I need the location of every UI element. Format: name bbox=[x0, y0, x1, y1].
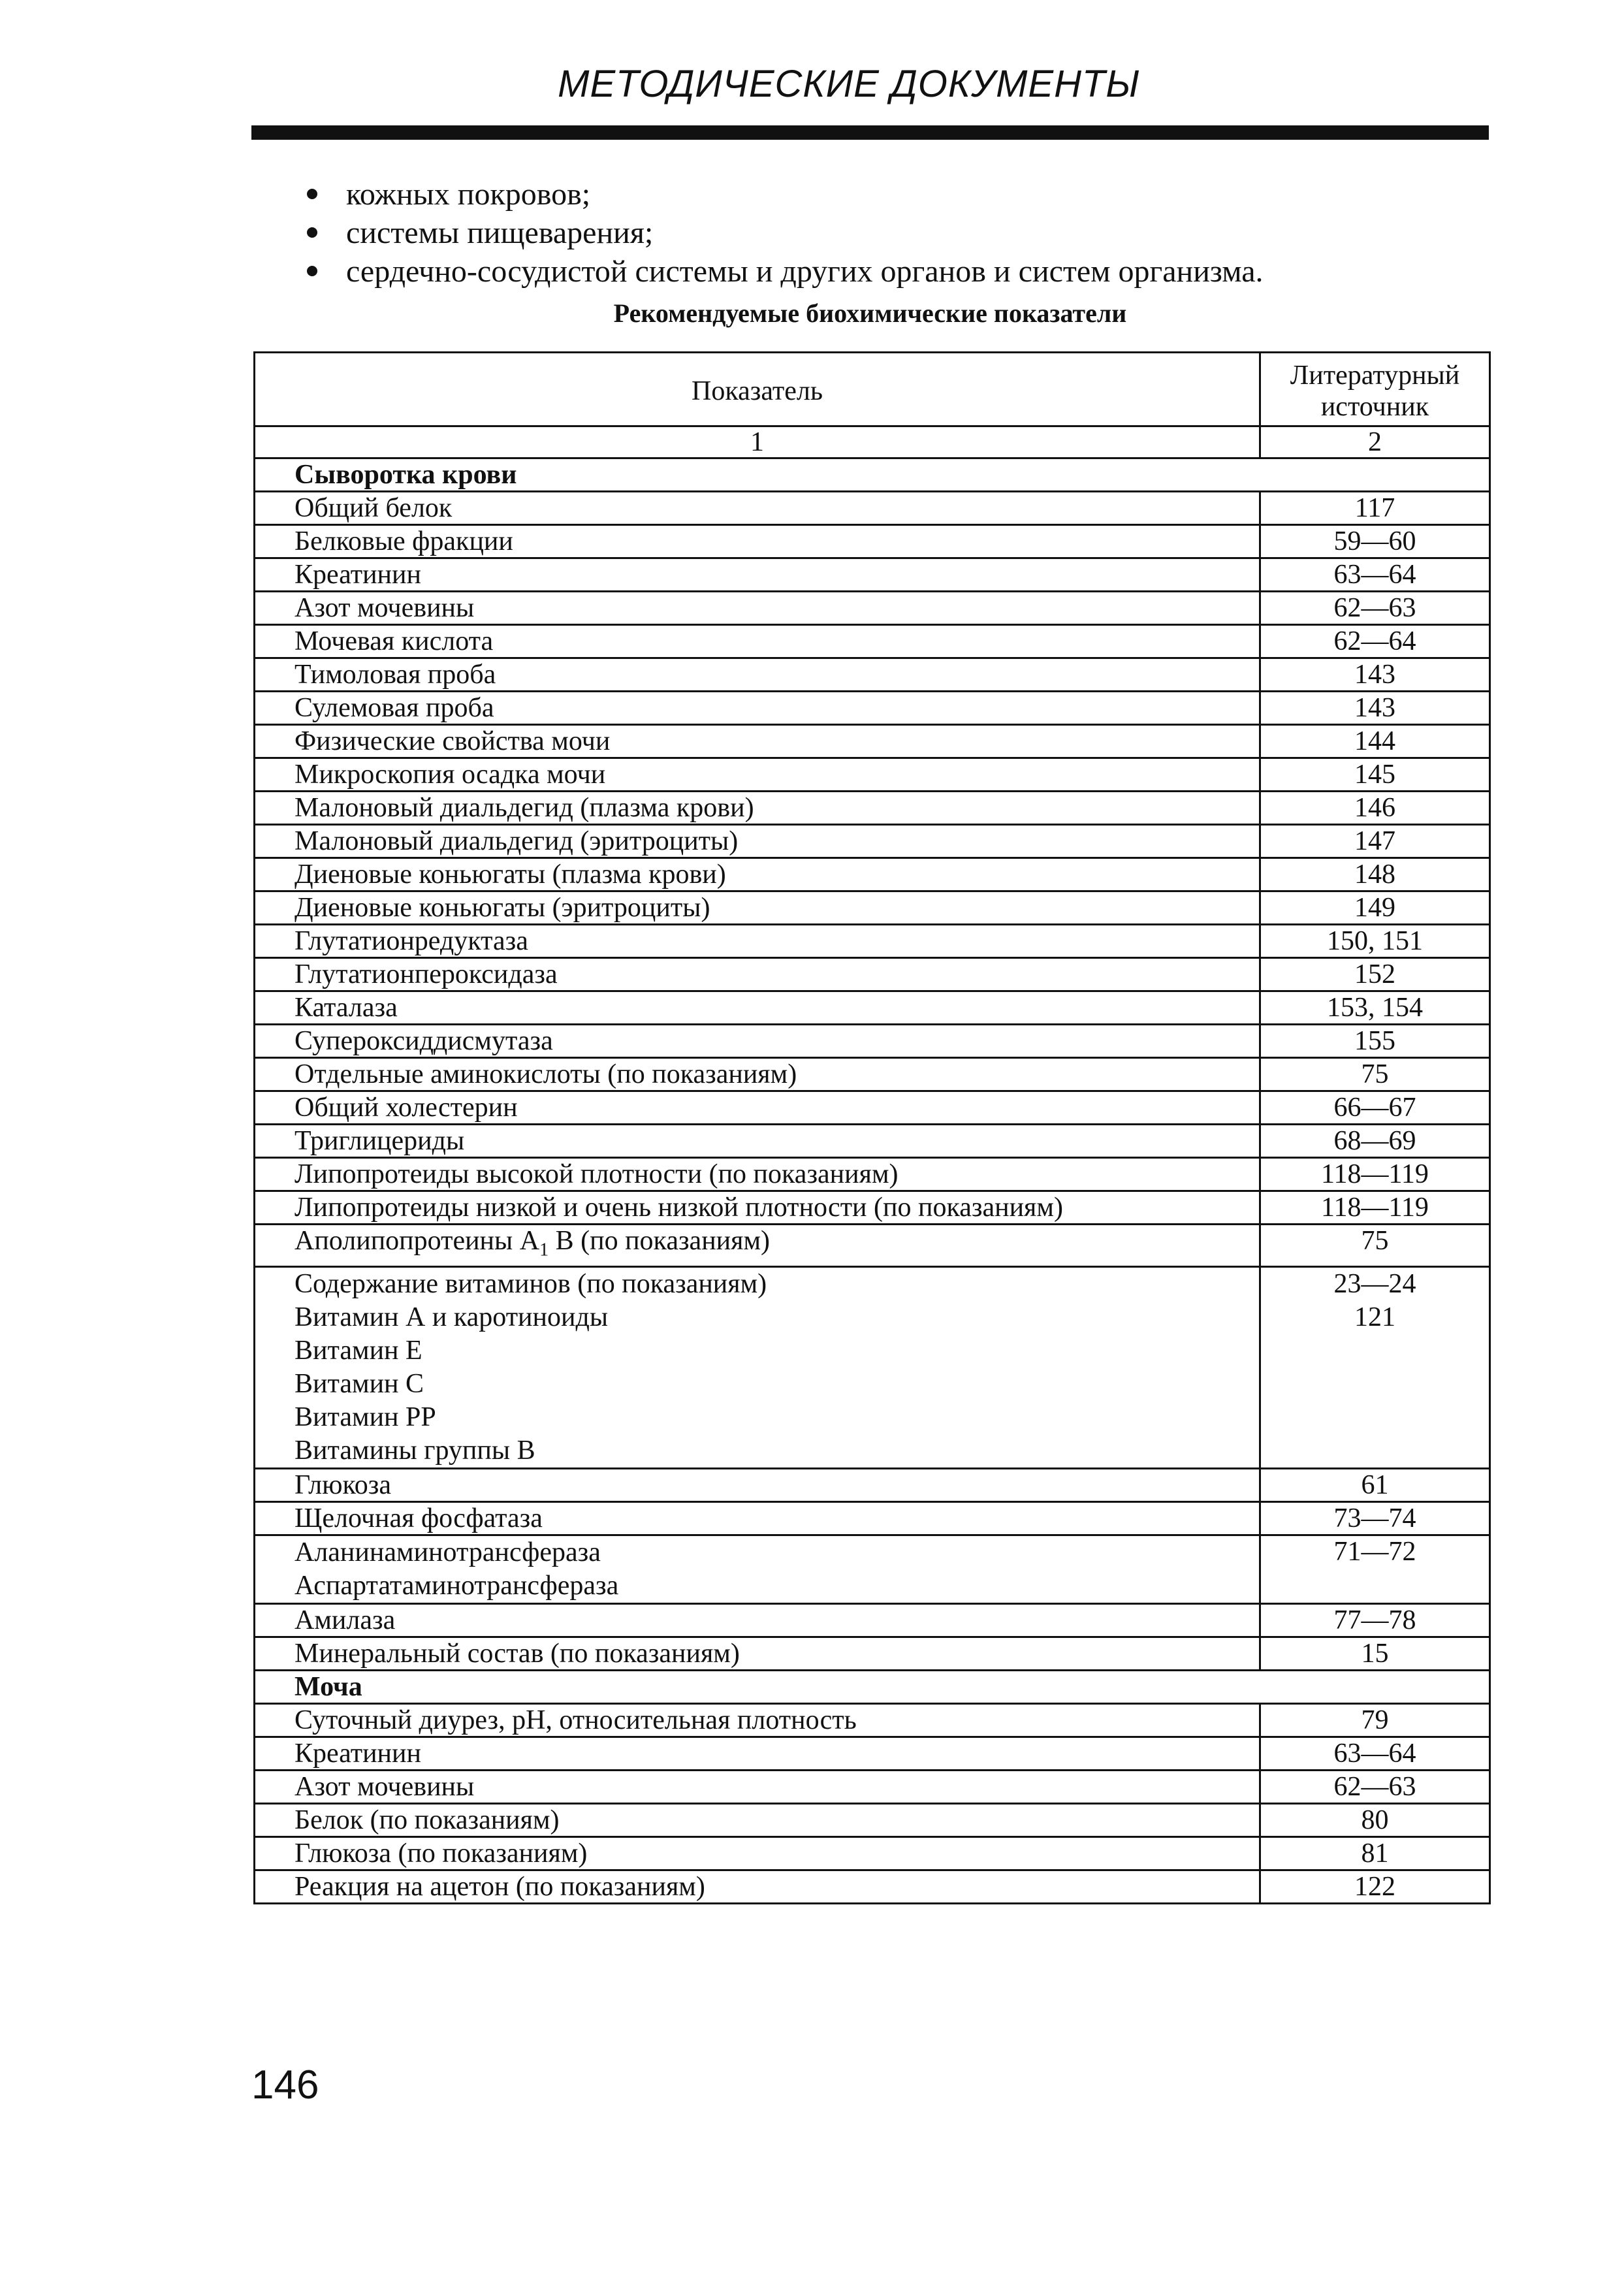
indicator-name-part: B (по показаниям) bbox=[549, 1226, 771, 1256]
transferases-cell bbox=[255, 1535, 1260, 1604]
table-header-row bbox=[255, 353, 1490, 426]
bullet-item: системы пищеварения; bbox=[307, 214, 1264, 252]
table-row bbox=[255, 1737, 1490, 1771]
indicator-name: Креатинин bbox=[255, 1737, 1260, 1771]
source-ref: 152 bbox=[1260, 958, 1490, 991]
source-ref: 73—74 bbox=[1260, 1502, 1490, 1535]
table-row bbox=[255, 825, 1490, 858]
indicator-subscript: 1 bbox=[539, 1240, 549, 1260]
source-ref: 80 bbox=[1260, 1804, 1490, 1837]
source-ref: 147 bbox=[1260, 825, 1490, 858]
source-ref: 118—119 bbox=[1260, 1158, 1490, 1191]
indicator-name: Щелочная фосфатаза bbox=[255, 1502, 1260, 1535]
table-caption: Рекомендуемые биохимические показатели bbox=[613, 298, 1127, 328]
table-row bbox=[255, 1469, 1490, 1502]
table-row bbox=[255, 858, 1490, 891]
bullet-item: кожных покровов; bbox=[307, 175, 1264, 214]
indicator-name: Диеновые коньюгаты (плазма крови) bbox=[255, 858, 1260, 891]
column-number: 1 bbox=[255, 426, 1260, 458]
section-title: Сыворотка крови bbox=[255, 458, 1490, 492]
table-row bbox=[255, 592, 1490, 625]
indicator-name: Малоновый диальдегид (эритроциты) bbox=[255, 825, 1260, 858]
column-number: 2 bbox=[1260, 426, 1490, 458]
source-ref: 122 bbox=[1260, 1870, 1490, 1904]
source-ref: 146 bbox=[1260, 792, 1490, 825]
source-ref: 23—24 bbox=[1333, 1269, 1416, 1300]
table-row bbox=[255, 1704, 1490, 1737]
source-ref: 148 bbox=[1260, 858, 1490, 891]
table-row bbox=[255, 725, 1490, 758]
transferase-line: Аспартатаминотрансфераза bbox=[295, 1571, 619, 1601]
source-ref: 15 bbox=[1260, 1637, 1490, 1671]
table-row-vitamins bbox=[255, 1267, 1490, 1469]
vitamin-line: Витамины группы В bbox=[295, 1435, 535, 1466]
header-rule bbox=[251, 125, 1489, 140]
source-ref: 63—64 bbox=[1260, 1737, 1490, 1771]
indicator-name: Липопротеиды высокой плотности (по показаниям) bbox=[255, 1158, 1260, 1191]
vitamin-line: Витамин РР bbox=[295, 1402, 436, 1433]
table-row bbox=[255, 658, 1490, 692]
page-number: 146 bbox=[251, 2062, 319, 2108]
indicator-name: Малоновый диальдегид (плазма крови) bbox=[255, 792, 1260, 825]
indicator-name: Супероксиддисмутаза bbox=[255, 1025, 1260, 1058]
vitamin-line: Содержание витаминов (по показаниям) bbox=[295, 1269, 767, 1300]
table-row bbox=[255, 1837, 1490, 1870]
source-ref: 71—72 bbox=[1260, 1535, 1490, 1604]
source-ref: 75 bbox=[1260, 1225, 1490, 1267]
source-ref: 62—64 bbox=[1260, 625, 1490, 658]
indicator-name: Реакция на ацетон (по показаниям) bbox=[255, 1870, 1260, 1904]
section-row-serum bbox=[255, 458, 1490, 492]
source-ref: 79 bbox=[1260, 1704, 1490, 1737]
source-ref: 143 bbox=[1260, 658, 1490, 692]
table-row bbox=[255, 991, 1490, 1025]
indicator-name: Триглицериды bbox=[255, 1125, 1260, 1158]
indicator-name: Суточный диурез, рН, относительная плотность bbox=[255, 1704, 1260, 1737]
indicator-name: Отдельные аминокислоты (по показаниям) bbox=[255, 1058, 1260, 1091]
table-row bbox=[255, 1125, 1490, 1158]
bullet-item: сердечно-сосудистой системы и других органов и систем организма. bbox=[307, 252, 1264, 291]
source-ref: 117 bbox=[1260, 492, 1490, 525]
table-row bbox=[255, 1091, 1490, 1125]
table-row bbox=[255, 1804, 1490, 1837]
table-row bbox=[255, 1058, 1490, 1091]
indicator-name: Глутатионпероксидаза bbox=[255, 958, 1260, 991]
source-ref: 145 bbox=[1260, 758, 1490, 792]
biochemical-indicators-table bbox=[253, 351, 1491, 1904]
table-row bbox=[255, 1025, 1490, 1058]
table-row bbox=[255, 792, 1490, 825]
indicator-name: Сулемовая проба bbox=[255, 692, 1260, 725]
indicator-name: Креатинин bbox=[255, 558, 1260, 592]
table-row bbox=[255, 1225, 1490, 1267]
indicator-name: Минеральный состав (по показаниям) bbox=[255, 1637, 1260, 1671]
indicator-name: Мочевая кислота bbox=[255, 625, 1260, 658]
indicator-name bbox=[255, 1225, 1260, 1267]
table-row bbox=[255, 925, 1490, 958]
indicator-name-part: Аполипопротеины A bbox=[295, 1226, 540, 1256]
table-row bbox=[255, 625, 1490, 658]
vitamin-line: Витамин С bbox=[295, 1369, 424, 1400]
table-row bbox=[255, 692, 1490, 725]
table-row bbox=[255, 525, 1490, 558]
table-row bbox=[255, 1870, 1490, 1904]
source-ref: 155 bbox=[1260, 1025, 1490, 1058]
table-row bbox=[255, 1158, 1490, 1191]
header-indicator: Показатель bbox=[255, 353, 1260, 426]
source-ref: 121 bbox=[1354, 1302, 1395, 1333]
source-ref: 118—119 bbox=[1260, 1191, 1490, 1225]
indicator-name: Физические свойства мочи bbox=[255, 725, 1260, 758]
table-row bbox=[255, 1637, 1490, 1671]
indicator-name: Каталаза bbox=[255, 991, 1260, 1025]
source-ref: 153, 154 bbox=[1260, 991, 1490, 1025]
section-title: Моча bbox=[255, 1671, 1490, 1704]
header-source bbox=[1260, 353, 1490, 426]
indicator-name: Глутатионредуктаза bbox=[255, 925, 1260, 958]
indicator-name: Азот мочевины bbox=[255, 1771, 1260, 1804]
indicator-name: Глюкоза (по показаниям) bbox=[255, 1837, 1260, 1870]
vitamin-line: Витамин А и каротиноиды bbox=[295, 1302, 609, 1333]
indicator-name: Тимоловая проба bbox=[255, 658, 1260, 692]
transferase-line: Аланинаминотрансфераза bbox=[295, 1537, 601, 1568]
source-ref: 75 bbox=[1260, 1058, 1490, 1091]
table-row bbox=[255, 558, 1490, 592]
source-ref: 143 bbox=[1260, 692, 1490, 725]
source-ref: 150, 151 bbox=[1260, 925, 1490, 958]
indicator-name: Общий холестерин bbox=[255, 1091, 1260, 1125]
indicator-name: Общий белок bbox=[255, 492, 1260, 525]
source-ref: 68—69 bbox=[1260, 1125, 1490, 1158]
source-ref: 77—78 bbox=[1260, 1604, 1490, 1637]
indicator-name: Диеновые коньюгаты (эритроциты) bbox=[255, 891, 1260, 925]
source-ref: 149 bbox=[1260, 891, 1490, 925]
indicator-name: Глюкоза bbox=[255, 1469, 1260, 1502]
table-row bbox=[255, 1771, 1490, 1804]
table-row bbox=[255, 1604, 1490, 1637]
vitamins-cell bbox=[255, 1267, 1260, 1469]
vitamin-line: Витамин Е bbox=[295, 1336, 422, 1366]
page-header-title: МЕТОДИЧЕСКИЕ ДОКУМЕНТЫ bbox=[558, 63, 1140, 105]
source-ref: 63—64 bbox=[1260, 558, 1490, 592]
header-source-line2: источник bbox=[1320, 392, 1429, 422]
indicator-name: Азот мочевины bbox=[255, 592, 1260, 625]
indicator-name: Белок (по показаниям) bbox=[255, 1804, 1260, 1837]
source-ref: 59—60 bbox=[1260, 525, 1490, 558]
section-row-urine bbox=[255, 1671, 1490, 1704]
column-number-row bbox=[255, 426, 1490, 458]
source-ref: 62—63 bbox=[1260, 1771, 1490, 1804]
table-row bbox=[255, 1502, 1490, 1535]
indicator-name: Белковые фракции bbox=[255, 525, 1260, 558]
source-ref: 66—67 bbox=[1260, 1091, 1490, 1125]
table-row bbox=[255, 958, 1490, 991]
table-row bbox=[255, 891, 1490, 925]
source-ref: 81 bbox=[1260, 1837, 1490, 1870]
table-row bbox=[255, 1191, 1490, 1225]
source-ref: 144 bbox=[1260, 725, 1490, 758]
header-source-line1: Литературный bbox=[1290, 361, 1460, 391]
table-row bbox=[255, 758, 1490, 792]
table-row-transferases bbox=[255, 1535, 1490, 1604]
table-row bbox=[255, 492, 1490, 525]
bullet-list bbox=[307, 175, 1264, 291]
vitamins-refs bbox=[1260, 1267, 1490, 1469]
source-ref: 61 bbox=[1260, 1469, 1490, 1502]
indicator-name: Микроскопия осадка мочи bbox=[255, 758, 1260, 792]
source-ref: 62—63 bbox=[1260, 592, 1490, 625]
indicator-name: Липопротеиды низкой и очень низкой плотности (по показаниям) bbox=[255, 1191, 1260, 1225]
indicator-name: Амилаза bbox=[255, 1604, 1260, 1637]
